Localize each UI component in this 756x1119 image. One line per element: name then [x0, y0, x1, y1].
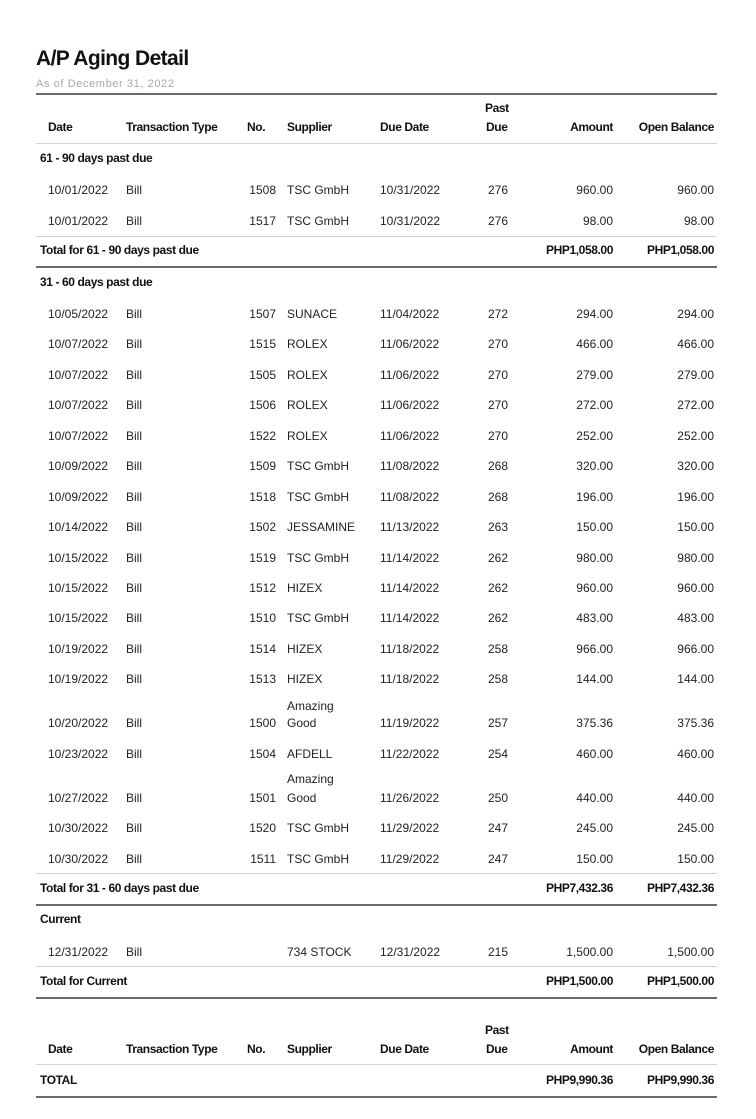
col-due-date: Due Date: [380, 120, 429, 134]
row-open-balance: 960.00: [677, 581, 714, 595]
row-supplier: ROLEX: [287, 337, 328, 351]
row-no: 1515: [249, 337, 276, 351]
col-past-due-line1: Past: [485, 101, 509, 115]
footer-col-past-due-line1: Past: [485, 1023, 509, 1037]
row-transaction-type: Bill: [126, 490, 143, 504]
row-transaction-type: Bill: [126, 214, 143, 228]
row-open-balance: 483.00: [677, 611, 714, 625]
row-past-due: 268: [488, 490, 509, 504]
row-transaction-type: Bill: [126, 791, 143, 805]
section-end-rule: [36, 997, 717, 999]
row-supplier: ROLEX: [287, 368, 328, 382]
row-supplier: TSC GmbH: [287, 821, 350, 835]
row-past-due: 258: [488, 642, 509, 656]
row-amount: 150.00: [576, 852, 613, 866]
row-supplier: JESSAMINE: [287, 520, 356, 534]
row-open-balance: 320.00: [677, 459, 714, 473]
row-transaction-type: Bill: [126, 520, 143, 534]
row-past-due: 247: [488, 852, 509, 866]
row-transaction-type: Bill: [126, 459, 143, 473]
row-open-balance: 440.00: [677, 791, 714, 805]
row-no: 1517: [249, 214, 276, 228]
row-due-date: 11/22/2022: [380, 747, 440, 761]
row-open-balance: 150.00: [677, 852, 714, 866]
row-open-balance: 150.00: [677, 520, 714, 534]
title-rule: [36, 93, 717, 95]
row-past-due: 258: [488, 672, 509, 686]
section-total-open-balance: PHP1,500.00: [647, 974, 714, 988]
row-amount: 466.00: [576, 337, 613, 351]
section-total-label: Total for 61 - 90 days past due: [40, 243, 199, 257]
grand-total-amount: PHP9,990.36: [546, 1073, 613, 1087]
row-open-balance: 460.00: [677, 747, 714, 761]
row-amount: 196.00: [576, 490, 613, 504]
row-supplier: TSC GmbH: [287, 852, 350, 866]
row-due-date: 11/26/2022: [380, 791, 440, 805]
row-past-due: 270: [488, 398, 509, 412]
row-no: 1506: [249, 398, 276, 412]
row-amount: 272.00: [576, 398, 613, 412]
row-supplier: TSC GmbH: [287, 551, 350, 565]
row-past-due: 250: [488, 791, 509, 805]
col-past-due-line2: Due: [486, 120, 508, 134]
row-no: 1522: [249, 429, 276, 443]
row-due-date: 11/06/2022: [380, 337, 440, 351]
row-no: 1519: [249, 551, 276, 565]
row-transaction-type: Bill: [126, 642, 143, 656]
row-amount: 960.00: [576, 183, 613, 197]
row-due-date: 11/19/2022: [380, 716, 440, 730]
row-date: 12/31/2022: [48, 945, 109, 959]
row-date: 10/01/2022: [48, 183, 109, 197]
row-due-date: 11/06/2022: [380, 368, 440, 382]
row-transaction-type: Bill: [126, 747, 143, 761]
row-date: 10/07/2022: [48, 368, 109, 382]
row-date: 10/15/2022: [48, 581, 109, 595]
row-past-due: 247: [488, 821, 509, 835]
row-past-due: 263: [488, 520, 509, 534]
row-transaction-type: Bill: [126, 398, 143, 412]
row-due-date: 12/31/2022: [380, 945, 441, 959]
row-transaction-type: Bill: [126, 429, 143, 443]
row-past-due: 262: [488, 611, 509, 625]
row-supplier: ROLEX: [287, 429, 328, 443]
row-transaction-type: Bill: [126, 945, 143, 959]
row-date: 10/07/2022: [48, 429, 109, 443]
row-supplier: TSC GmbH: [287, 214, 350, 228]
row-open-balance: 960.00: [677, 183, 714, 197]
row-open-balance: 375.36: [677, 716, 714, 730]
row-date: 10/19/2022: [48, 642, 109, 656]
row-no: 1504: [249, 747, 276, 761]
row-open-balance: 966.00: [677, 642, 714, 656]
row-transaction-type: Bill: [126, 368, 143, 382]
row-transaction-type: Bill: [126, 821, 143, 835]
row-open-balance: 272.00: [677, 398, 714, 412]
row-date: 10/30/2022: [48, 821, 109, 835]
row-amount: 252.00: [576, 429, 613, 443]
footer-col-amount: Amount: [570, 1042, 613, 1056]
row-transaction-type: Bill: [126, 852, 143, 866]
col-no: No.: [247, 120, 266, 134]
row-date: 10/19/2022: [48, 672, 109, 686]
row-past-due: 262: [488, 581, 509, 595]
row-supplier-line2: Good: [287, 791, 317, 805]
row-due-date: 11/06/2022: [380, 398, 440, 412]
row-open-balance: 279.00: [677, 368, 714, 382]
section-total-label: Total for Current: [40, 974, 127, 988]
footer-col-open-balance: Open Balance: [638, 1042, 714, 1056]
row-open-balance: 294.00: [677, 307, 714, 321]
header-rule: [36, 143, 717, 144]
section-total-rule: [36, 236, 717, 237]
row-due-date: 10/31/2022: [380, 214, 441, 228]
grand-total-open-balance: PHP9,990.36: [647, 1073, 714, 1087]
footer-col-supplier: Supplier: [287, 1042, 332, 1056]
footer-col-past-due-line2: Due: [486, 1042, 508, 1056]
row-date: 10/30/2022: [48, 852, 109, 866]
row-no: 1514: [249, 642, 276, 656]
row-no: 1511: [250, 852, 276, 866]
row-open-balance: 144.00: [677, 672, 714, 686]
row-no: 1500: [249, 716, 276, 730]
row-supplier: TSC GmbH: [287, 611, 350, 625]
row-open-balance: 245.00: [677, 821, 714, 835]
section-total-amount: PHP1,058.00: [546, 243, 613, 257]
row-past-due: 276: [488, 183, 509, 197]
row-due-date: 11/13/2022: [380, 520, 440, 534]
row-open-balance: 466.00: [677, 337, 714, 351]
row-date: 10/14/2022: [48, 520, 109, 534]
row-no: 1512: [249, 581, 276, 595]
row-amount: 144.00: [576, 672, 613, 686]
row-date: 10/20/2022: [48, 716, 109, 730]
row-amount: 279.00: [576, 368, 613, 382]
col-date: Date: [48, 120, 73, 134]
row-open-balance: 1,500.00: [667, 945, 714, 959]
section-total-rule: [36, 966, 717, 967]
row-supplier: ROLEX: [287, 398, 328, 412]
section-label: Current: [40, 912, 81, 926]
row-no: 1508: [249, 183, 276, 197]
row-transaction-type: Bill: [126, 551, 143, 565]
report-title: A/P Aging Detail: [36, 47, 189, 70]
row-no: 1505: [249, 368, 276, 382]
row-past-due: 262: [488, 551, 509, 565]
row-no: 1513: [249, 672, 276, 686]
row-past-due: 268: [488, 459, 509, 473]
row-supplier: 734 STOCK: [287, 945, 352, 959]
row-date: 10/15/2022: [48, 611, 109, 625]
row-supplier: TSC GmbH: [287, 490, 350, 504]
footer-col-transaction-type: Transaction Type: [126, 1042, 218, 1056]
row-amount: 1,500.00: [566, 945, 613, 959]
row-amount: 440.00: [576, 791, 613, 805]
row-amount: 320.00: [576, 459, 613, 473]
row-supplier: AFDELL: [287, 747, 333, 761]
row-due-date: 11/14/2022: [380, 551, 440, 565]
row-due-date: 11/29/2022: [380, 852, 440, 866]
row-amount: 98.00: [582, 214, 613, 228]
row-supplier: TSC GmbH: [287, 459, 350, 473]
row-date: 10/01/2022: [48, 214, 109, 228]
row-amount: 980.00: [576, 551, 613, 565]
row-date: 10/05/2022: [48, 307, 109, 321]
row-due-date: 11/14/2022: [380, 611, 440, 625]
row-amount: 483.00: [576, 611, 613, 625]
row-supplier: HIZEX: [287, 581, 323, 595]
footer-col-no: No.: [247, 1042, 266, 1056]
row-due-date: 11/18/2022: [380, 642, 440, 656]
col-amount: Amount: [570, 120, 613, 134]
row-transaction-type: Bill: [126, 307, 143, 321]
row-amount: 294.00: [576, 307, 613, 321]
section-end-rule: [36, 266, 717, 268]
row-due-date: 11/08/2022: [380, 459, 440, 473]
section-total-label: Total for 31 - 60 days past due: [40, 881, 199, 895]
row-due-date: 11/06/2022: [380, 429, 440, 443]
row-date: 10/07/2022: [48, 398, 109, 412]
row-due-date: 11/04/2022: [380, 307, 440, 321]
row-supplier: HIZEX: [287, 672, 323, 686]
footer-header-rule: [36, 1064, 717, 1065]
row-supplier: Amazing: [287, 699, 334, 713]
row-past-due: 270: [488, 337, 509, 351]
footer-col-due-date: Due Date: [380, 1042, 429, 1056]
row-no: 1507: [249, 307, 276, 321]
row-date: 10/15/2022: [48, 551, 109, 565]
row-past-due: 270: [488, 429, 509, 443]
report-subtitle: As of December 31, 2022: [36, 78, 175, 90]
col-open-balance: Open Balance: [638, 120, 714, 134]
row-amount: 245.00: [576, 821, 613, 835]
row-past-due: 254: [488, 747, 509, 761]
row-transaction-type: Bill: [126, 581, 143, 595]
row-amount: 960.00: [576, 581, 613, 595]
row-date: 10/27/2022: [48, 791, 109, 805]
row-supplier-line2: Good: [287, 716, 317, 730]
row-amount: 150.00: [576, 520, 613, 534]
row-transaction-type: Bill: [126, 183, 143, 197]
row-transaction-type: Bill: [126, 716, 143, 730]
row-due-date: 10/31/2022: [380, 183, 441, 197]
row-past-due: 215: [488, 945, 509, 959]
row-open-balance: 98.00: [683, 214, 714, 228]
row-supplier: TSC GmbH: [287, 183, 350, 197]
grand-total-label: TOTAL: [40, 1073, 77, 1087]
row-amount: 460.00: [576, 747, 613, 761]
row-past-due: 257: [488, 716, 509, 730]
section-total-rule: [36, 873, 717, 874]
row-no: 1520: [249, 821, 276, 835]
row-past-due: 272: [488, 307, 509, 321]
row-no: 1501: [249, 791, 276, 805]
row-transaction-type: Bill: [126, 672, 143, 686]
row-date: 10/23/2022: [48, 747, 109, 761]
section-total-open-balance: PHP1,058.00: [647, 243, 714, 257]
row-supplier: SUNACE: [287, 307, 338, 321]
section-label: 61 - 90 days past due: [40, 151, 153, 165]
col-transaction-type: Transaction Type: [126, 120, 218, 134]
grand-total-rule: [36, 1096, 717, 1098]
row-no: 1509: [249, 459, 276, 473]
row-past-due: 276: [488, 214, 509, 228]
row-no: 1518: [249, 490, 276, 504]
row-no: 1510: [249, 611, 276, 625]
row-past-due: 270: [488, 368, 509, 382]
row-due-date: 11/18/2022: [380, 672, 440, 686]
row-due-date: 11/14/2022: [380, 581, 440, 595]
row-transaction-type: Bill: [126, 337, 143, 351]
row-open-balance: 196.00: [677, 490, 714, 504]
row-amount: 966.00: [576, 642, 613, 656]
section-total-open-balance: PHP7,432.36: [647, 881, 714, 895]
col-supplier: Supplier: [287, 120, 332, 134]
row-amount: 375.36: [576, 716, 613, 730]
row-date: 10/09/2022: [48, 459, 109, 473]
row-open-balance: 980.00: [677, 551, 714, 565]
row-supplier: Amazing: [287, 772, 334, 786]
section-total-amount: PHP7,432.36: [546, 881, 613, 895]
row-open-balance: 252.00: [677, 429, 714, 443]
row-date: 10/09/2022: [48, 490, 109, 504]
footer-col-date: Date: [48, 1042, 73, 1056]
row-due-date: 11/08/2022: [380, 490, 440, 504]
section-end-rule: [36, 904, 717, 906]
section-label: 31 - 60 days past due: [40, 275, 153, 289]
row-transaction-type: Bill: [126, 611, 143, 625]
row-no: 1502: [249, 520, 276, 534]
section-total-amount: PHP1,500.00: [546, 974, 613, 988]
row-due-date: 11/29/2022: [380, 821, 440, 835]
row-supplier: HIZEX: [287, 642, 323, 656]
row-date: 10/07/2022: [48, 337, 109, 351]
